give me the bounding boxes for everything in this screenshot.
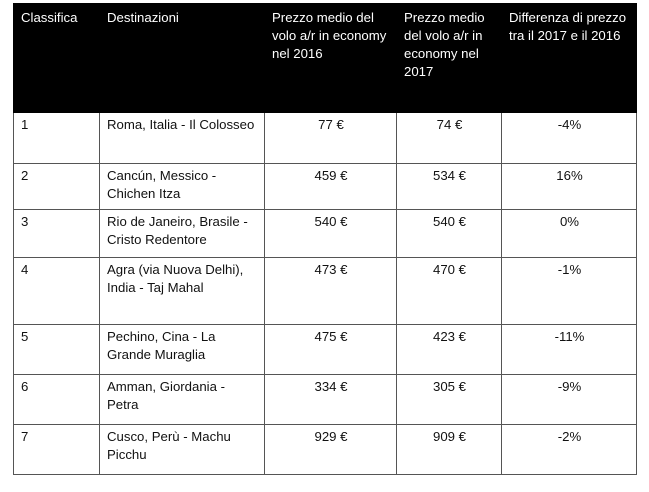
price-2016-cell: 475 € <box>265 325 397 375</box>
price-2016-cell: 929 € <box>265 425 397 475</box>
difference-cell: -9% <box>502 375 637 425</box>
destination-cell: Cusco, Perù - Machu Picchu <box>100 425 265 475</box>
rank-cell: 7 <box>14 425 100 475</box>
table-header-row <box>14 4 637 113</box>
destination-cell: Agra (via Nuova Delhi), India - Taj Mahal <box>100 258 265 325</box>
price-2017-cell: 74 € <box>397 113 502 164</box>
price-2016-cell: 334 € <box>265 375 397 425</box>
difference-cell: 0% <box>502 210 637 258</box>
flight-price-table <box>13 3 637 475</box>
difference-cell: -1% <box>502 258 637 325</box>
rank-cell: 1 <box>14 113 100 164</box>
price-2017-cell: 534 € <box>397 164 502 210</box>
destination-cell: Roma, Italia - Il Colosseo <box>100 113 265 164</box>
rank-cell: 4 <box>14 258 100 325</box>
rank-cell: 2 <box>14 164 100 210</box>
table-row <box>14 375 637 425</box>
price-2016-cell: 77 € <box>265 113 397 164</box>
rank-cell: 3 <box>14 210 100 258</box>
header-price-2017: Prezzo medio del volo a/r in economy nel 2017 <box>397 4 502 113</box>
table-row <box>14 425 637 475</box>
rank-cell: 5 <box>14 325 100 375</box>
table-row <box>14 258 637 325</box>
difference-cell: -2% <box>502 425 637 475</box>
header-rank: Classifica <box>14 4 100 113</box>
header-destination: Destinazioni <box>100 4 265 113</box>
difference-cell: -4% <box>502 113 637 164</box>
price-2017-cell: 305 € <box>397 375 502 425</box>
difference-cell: -11% <box>502 325 637 375</box>
destination-cell: Amman, Giordania - Petra <box>100 375 265 425</box>
destination-cell: Pechino, Cina - La Grande Muraglia <box>100 325 265 375</box>
header-price-2016: Prezzo medio del volo a/r in economy nel 2016 <box>265 4 397 113</box>
destination-cell: Cancún, Messico - Chichen Itza <box>100 164 265 210</box>
table-row <box>14 325 637 375</box>
table-row <box>14 210 637 258</box>
price-2017-cell: 423 € <box>397 325 502 375</box>
price-2016-cell: 473 € <box>265 258 397 325</box>
price-2017-cell: 909 € <box>397 425 502 475</box>
destination-cell: Rio de Janeiro, Brasile -Cristo Redentore <box>100 210 265 258</box>
table-row <box>14 164 637 210</box>
difference-cell: 16% <box>502 164 637 210</box>
header-price-difference: Differenza di prezzo tra il 2017 e il 2016 <box>502 4 637 113</box>
table-row <box>14 113 637 164</box>
price-2016-cell: 459 € <box>265 164 397 210</box>
price-2017-cell: 470 € <box>397 258 502 325</box>
rank-cell: 6 <box>14 375 100 425</box>
price-2016-cell: 540 € <box>265 210 397 258</box>
price-2017-cell: 540 € <box>397 210 502 258</box>
